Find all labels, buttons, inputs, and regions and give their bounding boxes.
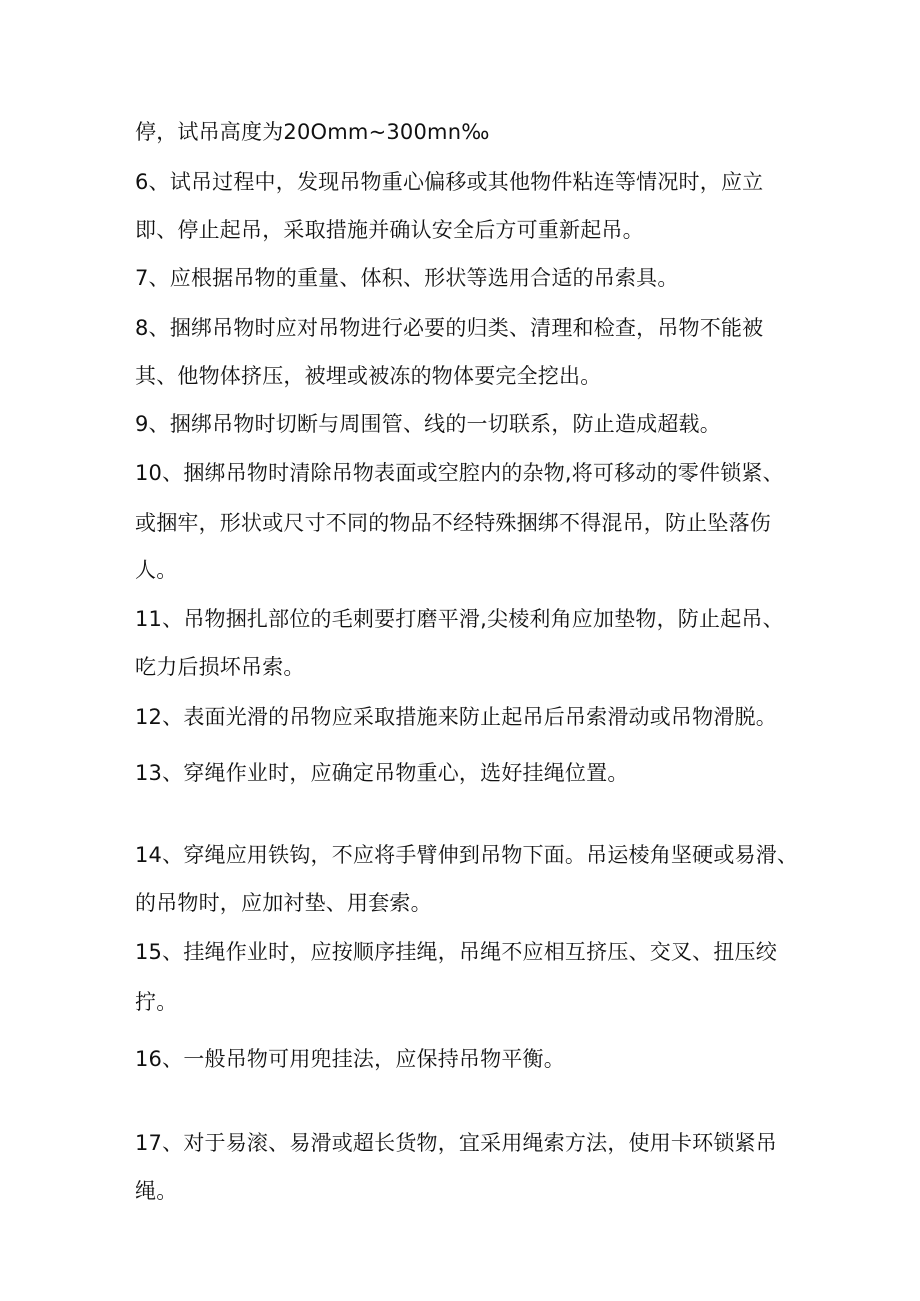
text-line: 6、试吊过程中，发现吊物重心偏移或其他物件粘连等情况时，应立	[135, 170, 764, 194]
text-line: 的吊物时，应加衬垫、用套索。	[135, 891, 432, 915]
text-line: 其、他物体挤压，被埋或被冻的物体要完全挖出。	[135, 364, 602, 388]
text-line: 即、停止起吊，采取措施并确认安全后方可重新起吊。	[135, 218, 644, 242]
text-line: 9、捆绑吊物时切断与周围管、线的一切联系，防止造成超载。	[135, 412, 721, 436]
text-line: 人。	[135, 558, 178, 582]
text-line: 11、吊物捆扎部位的毛刺要打磨平滑,尖棱利角应加垫物，防止起吊、	[135, 607, 784, 631]
text-line: 16、一般吊物可用兜挂法，应保持吊物平衡。	[135, 1047, 565, 1071]
text-line: 或捆牢，形状或尺寸不同的物品不经特殊捆绑不得混吊，防止坠落伤	[135, 511, 771, 535]
text-line: 14、穿绳应用铁钩，不应将手臂伸到吊物下面。吊运棱角坚硬或易滑、	[135, 843, 799, 867]
text-line: 13、穿绳作业时，应确定吊物重心，选好挂绳位置。	[135, 761, 629, 785]
text-line: 12、表面光滑的吊物应采取措施来防止起吊后吊索滑动或吊物滑脱。	[135, 705, 777, 729]
text-line: 8、捆绑吊物时应对吊物进行必要的归类、清理和检查，吊物不能被	[135, 316, 764, 340]
text-line: 拧。	[135, 990, 178, 1014]
text-line: 停，试吊高度为20Omm~300mn‰	[135, 120, 490, 144]
text-line: 10、捆绑吊物时清除吊物表面或空腔内的杂物,将可移动的零件锁紧、	[135, 461, 784, 485]
text-line: 15、挂绳作业时，应按顺序挂绳，吊绳不应相互挤压、交叉、扭压绞	[135, 940, 777, 964]
text-line: 绳。	[135, 1179, 178, 1203]
text-line: 吃力后损坏吊索。	[135, 655, 305, 679]
text-line: 17、对于易滚、易滑或超长货物，宜采用绳索方法，使用卡环锁紧吊	[135, 1131, 777, 1155]
text-line: 7、应根据吊物的重量、体积、形状等选用合适的吊索具。	[135, 266, 679, 290]
